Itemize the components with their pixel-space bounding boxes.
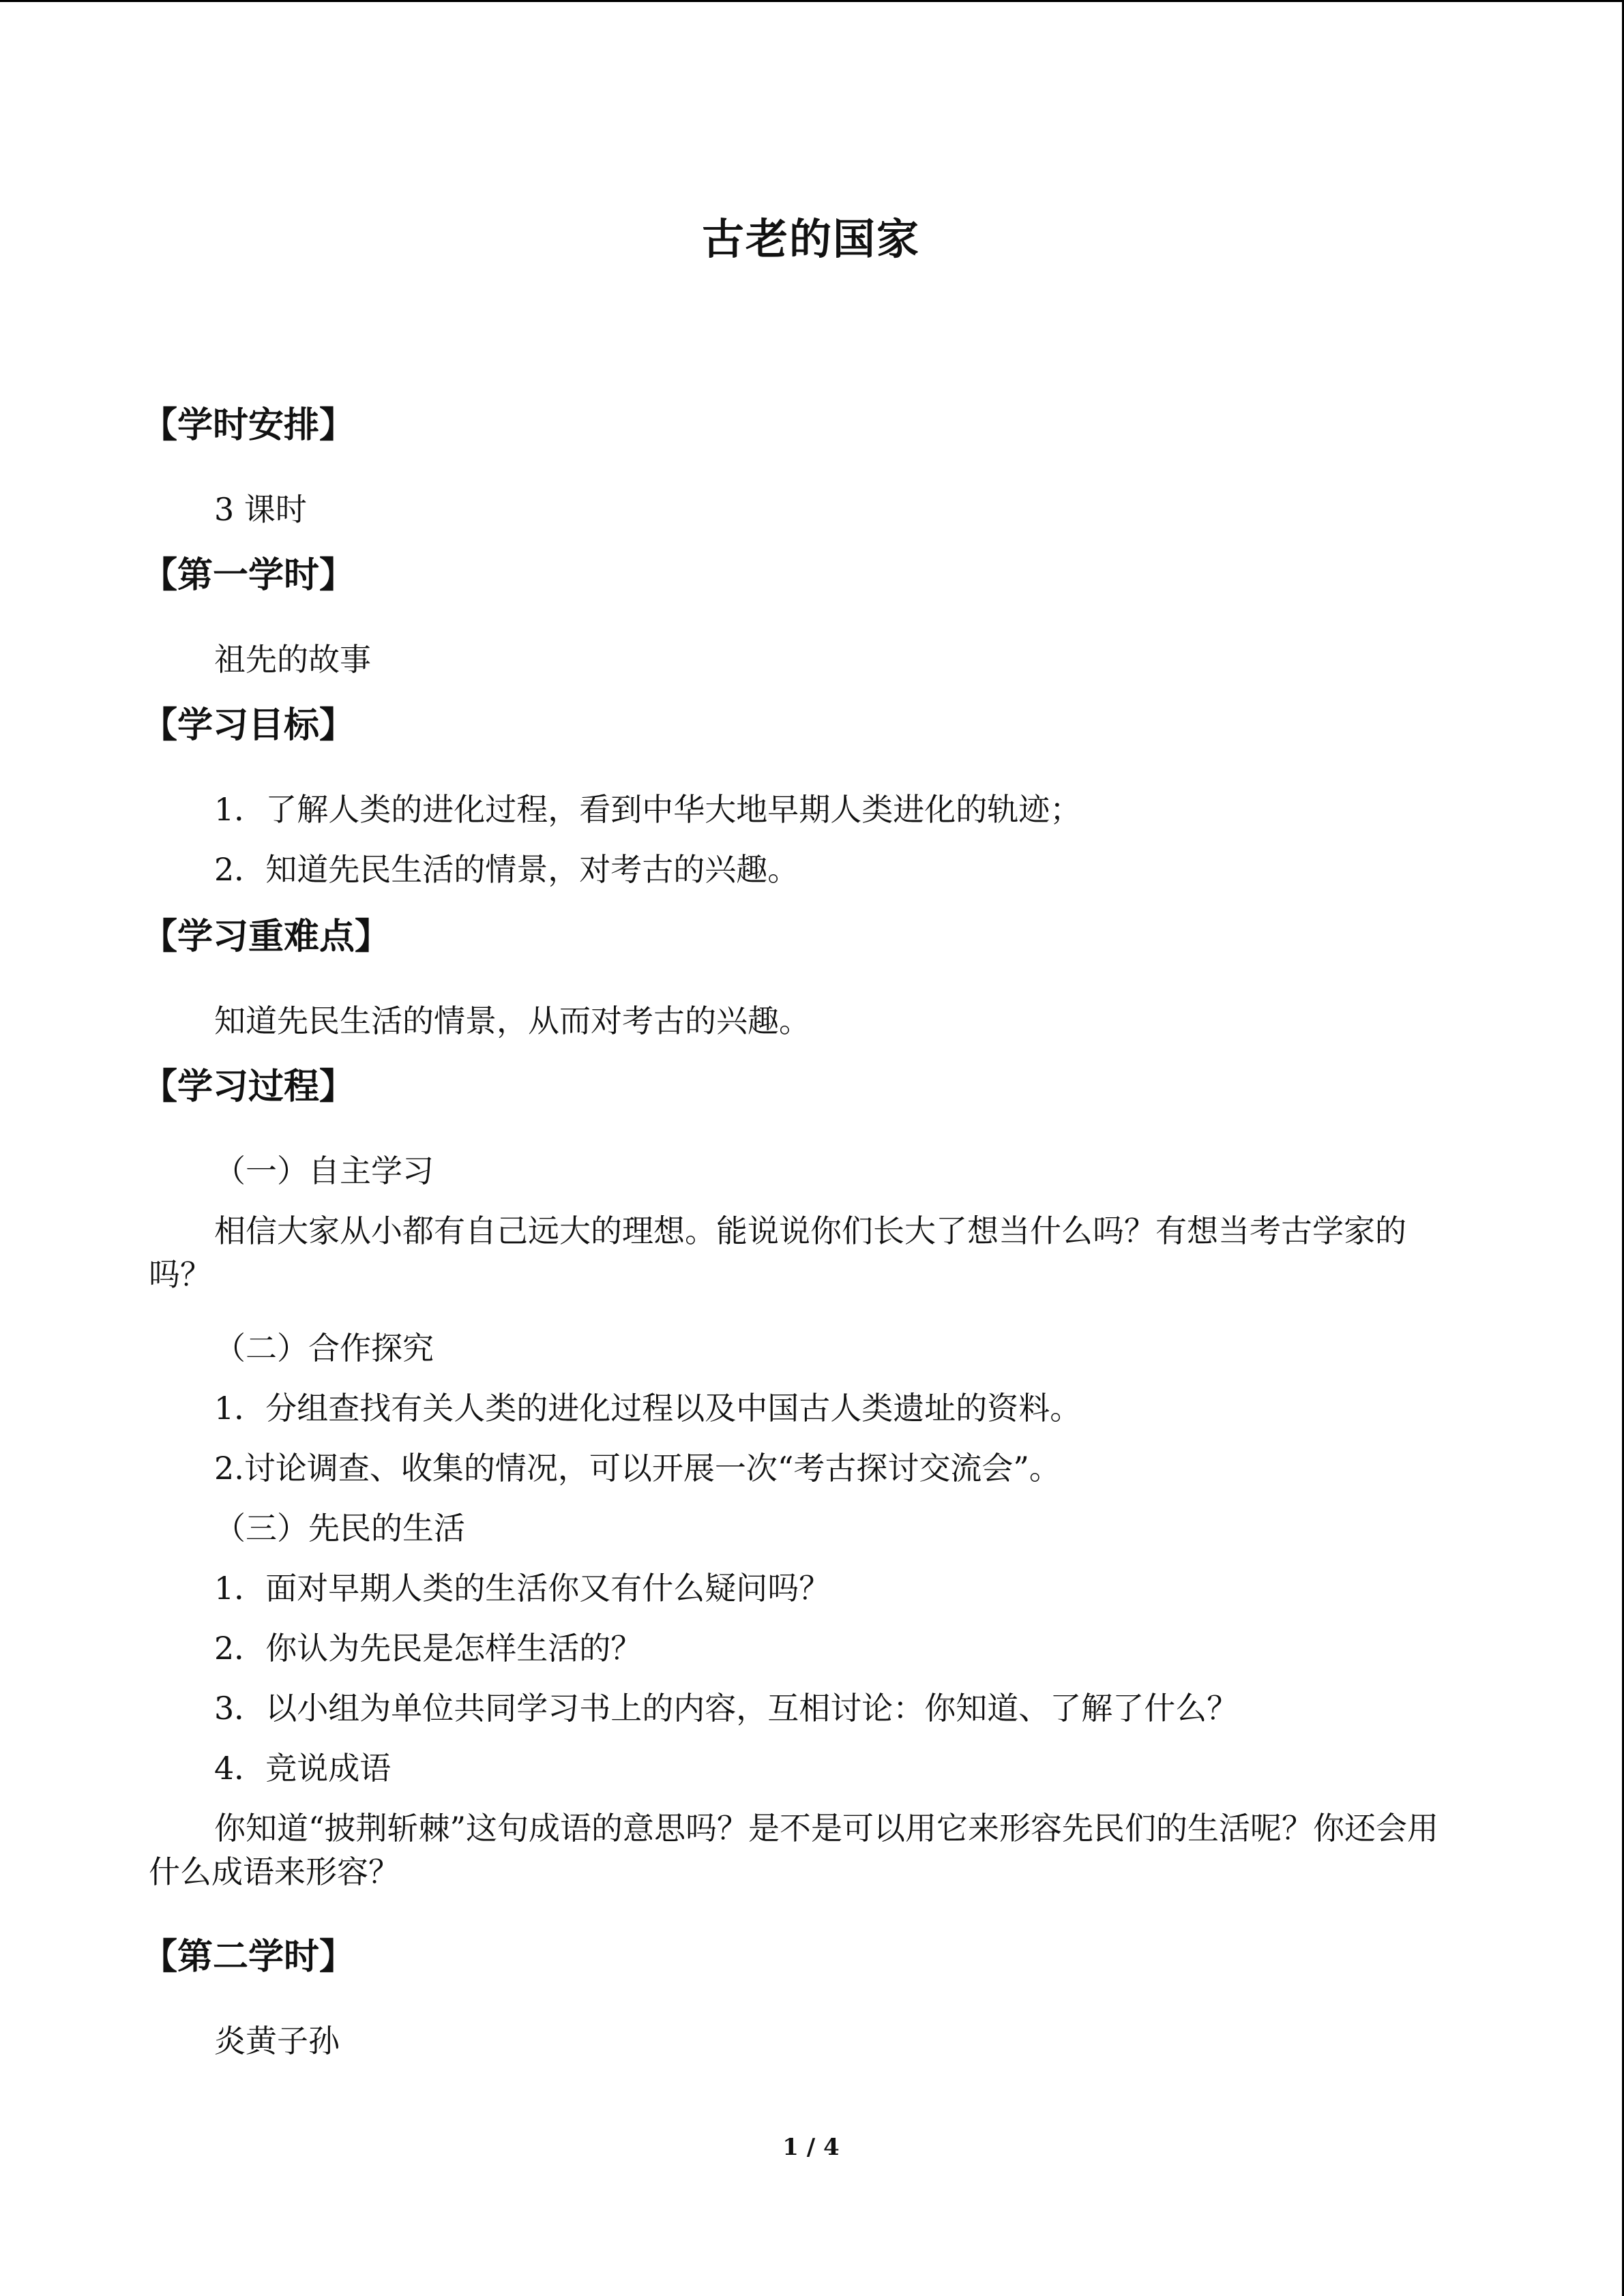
part3-item: 4．竞说成语 (214, 1750, 392, 1787)
part3-item: 1．面对早期人类的生活你又有什么疑问吗？ (214, 1570, 831, 1607)
section-heading-first-period: 【第一学时】 (142, 555, 355, 596)
part1-text: 相信大家从小都有自己远大的理想。能说说你们长大了想当什么吗？有想当考古学家的吗？ (149, 1212, 1406, 1293)
part3-item: 3．以小组为单位共同学习书上的内容，互相讨论：你知道、了解了什么？ (214, 1690, 1239, 1727)
part3-title: （三）先民的生活 (214, 1510, 465, 1547)
page-title: 古老的国家 (701, 214, 920, 264)
schedule-text: 3 课时 (214, 491, 307, 528)
part3-text: 你知道“披荆斩棘”这句成语的意思吗？是不是可以用它来形容先民们的生活呢？你还会用什么成语来形容？ (149, 1810, 1439, 1890)
page-number: 1 / 4 (782, 2134, 840, 2161)
part2-item: 1．分组查找有关人类的进化过程以及中国古人类遗址的资料。 (214, 1390, 1082, 1427)
second-period-text: 炎黄子孙 (214, 2023, 340, 2059)
section-heading-goals: 【学习目标】 (142, 705, 355, 746)
goal-item: 1．了解人类的进化过程，看到中华大地早期人类进化的轨迹； (214, 791, 1082, 828)
part3-item: 2．你认为先民是怎样生活的？ (214, 1630, 643, 1667)
section-heading-process: 【学习过程】 (142, 1067, 355, 1107)
section-heading-second-period: 【第二学时】 (142, 1937, 355, 1978)
part2-title: （二）合作探究 (214, 1330, 434, 1367)
part2-item: 2.讨论调查、收集的情况，可以开展一次“考古探讨交流会”。 (214, 1450, 1061, 1487)
part1-title: （一）自主学习 (214, 1152, 434, 1189)
first-period-text: 祖先的故事 (214, 641, 371, 678)
key-points-text: 知道先民生活的情景，从而对考古的兴趣。 (214, 1002, 810, 1039)
section-heading-key-points: 【学习重难点】 (142, 916, 391, 957)
goal-item: 2．知道先民生活的情景，对考古的兴趣。 (214, 851, 799, 888)
section-heading-schedule: 【学时安排】 (142, 405, 355, 446)
